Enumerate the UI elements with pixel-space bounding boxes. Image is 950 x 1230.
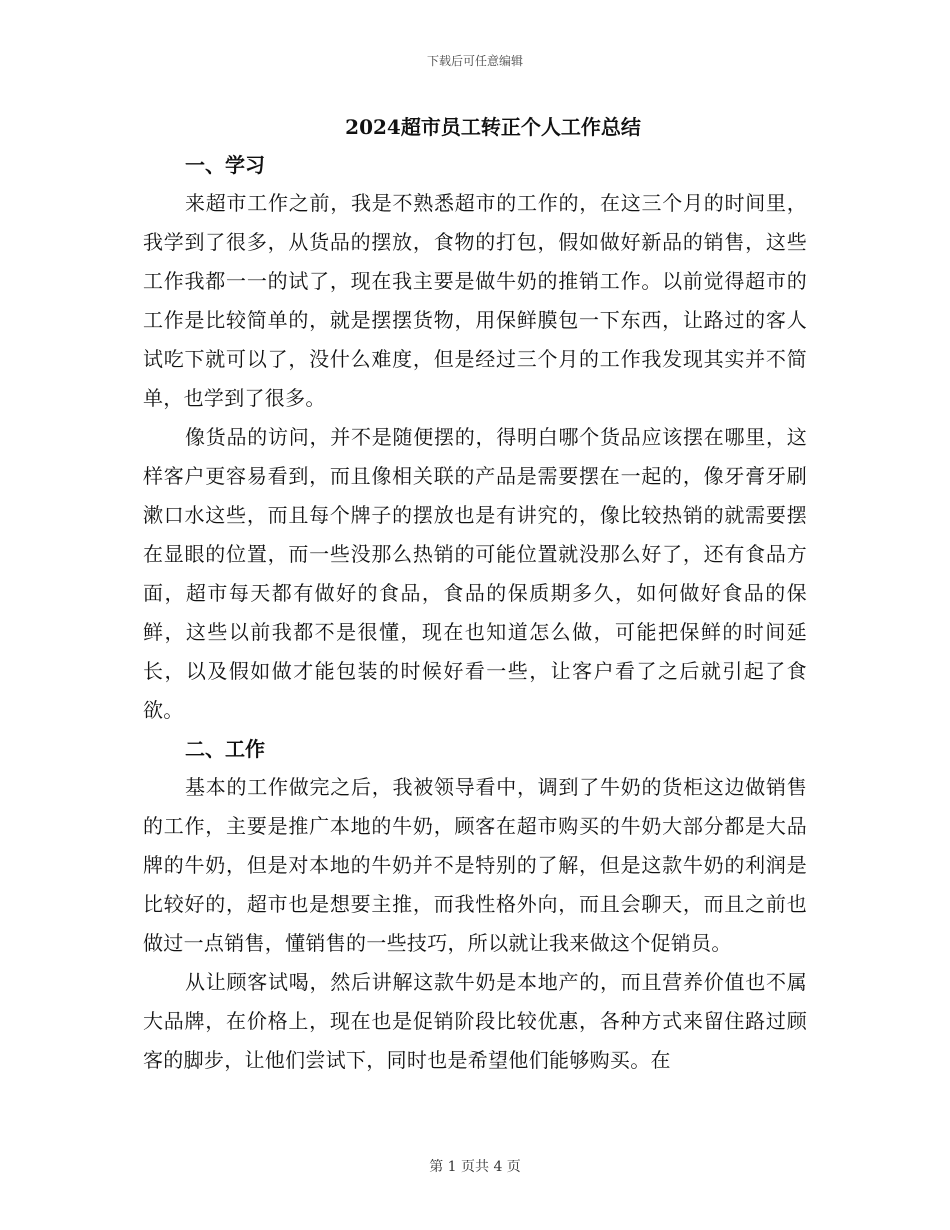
paragraph: 从让顾客试喝，然后讲解这款牛奶是本地产的，而且营养价值也不属大品牌，在价格上，现在也是促销阶段比较优惠，各种方式来留住路过顾客的脚步，让他们尝试下，同时也是希望他们能够购买。在 <box>143 970 807 1072</box>
section-work <box>143 732 807 1080</box>
paragraph: 来超市工作之前，我是不熟悉超市的工作的，在这三个月的时间里，我学到了很多，从货品的摆放，食物的打包，假如做好新品的销售，这些工作我都一一的试了，现在我主要是做牛奶的推销工作。以前觉得超市的工作是比较简单的，就是摆摆货物，用保鲜膜包一下东西，让路过的客人试吃下就可以了，没什么难度，但是经过三个月的工作我发现其实并不简单，也学到了很多。 <box>143 191 807 410</box>
page-header-note: 下载后可任意编辑 <box>426 54 523 68</box>
document-body <box>143 112 807 1080</box>
section-heading: 一、学习 <box>185 153 265 177</box>
page-number: 第 1 页共 4 页 <box>429 1159 521 1175</box>
document-title: 2024超市员工转正个人工作总结 <box>345 115 641 139</box>
paragraph: 像货品的访问，并不是随便摆的，得明白哪个货品应该摆在哪里，这样客户更容易看到，而且像相关联的产品是需要摆在一起的，像牙膏牙刷漱口水这些，而且每个牌子的摆放也是有讲究的，像比较热销的就需要摆在显眼的位置，而一些没那么热销的可能位置就没那么好了，还有食品方面，超市每天都有做好的食品，食品的保质期多久，如何做好食品的保鲜，这些以前我都不是很懂，现在也知道怎么做，可能把保鲜的时间延长，以及假如做才能包装的时候好看一些，让客户看了之后就引起了食欲。 <box>143 425 807 722</box>
paragraph: 基本的工作做完之后，我被领导看中，调到了牛奶的货柜这边做销售的工作，主要是推广本地的牛奶，顾客在超市购买的牛奶大部分都是大品牌的牛奶，但是对本地的牛奶并不是特别的了解，但是这款牛奶的利润是比较好的，超市也是想要主推，而我性格外向，而且会聊天，而且之前也做过一点销售，懂销售的一些技巧，所以就让我来做这个促销员。 <box>143 775 807 955</box>
section-study <box>143 148 807 730</box>
section-heading: 二、工作 <box>185 737 265 761</box>
